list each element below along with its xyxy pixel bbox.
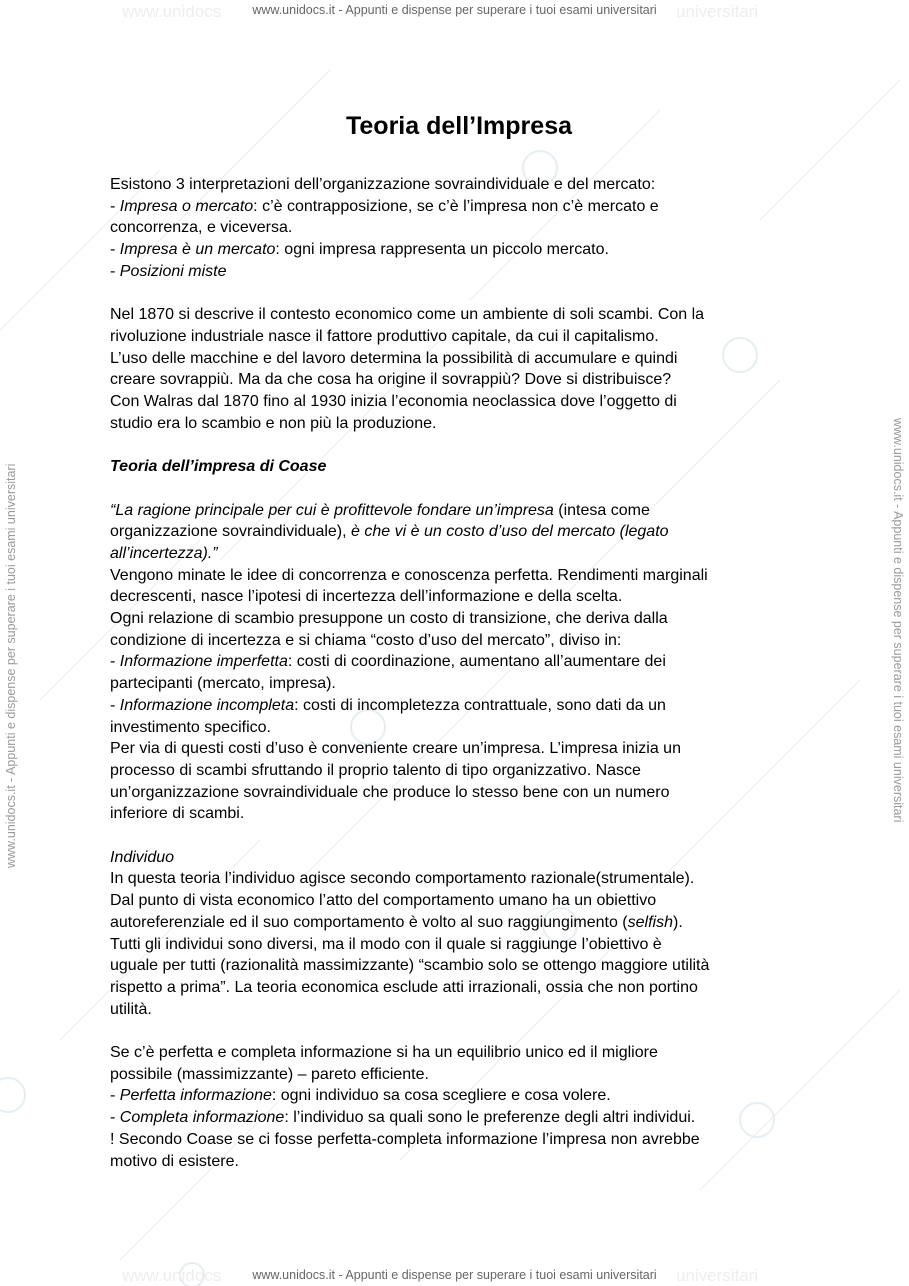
info-line: ! Secondo Coase se ci fosse perfetta-completa informazione l’impresa non avrebbe [110,1130,700,1148]
term-selfish: selfish [627,913,673,931]
coase-line: Vengono minate le idee di concorrenza e conoscenza perfetta. Rendimenti marginali [110,566,708,584]
watermark-ghost-left-bottom: www.unidocs [122,1266,222,1285]
watermark-side-left: www.unidocs.it - Appunti e dispense per superare i tuoi esami universitari [4,463,18,868]
term-posizioni-miste: Posizioni miste [119,262,227,280]
information-paragraph [110,1042,800,1172]
individuo-line: In questa teoria l’individuo agisce secondo comportamento razionale(strumentale). [110,870,695,888]
coase-heading: Teoria dell’impresa di Coase [110,458,327,476]
coase-line: investimento specifico. [110,718,271,736]
coase-line: Per via di questi costi d’uso è conveniente creare un’impresa. L’impresa inizia un [110,740,681,758]
coase-quote-line: all’incertezza).” [110,544,218,562]
document-body [110,108,800,1194]
intro-list-item: - Impresa è un mercato: ogni impresa rappresenta un piccolo mercato. [110,241,609,259]
term-impresa-o-mercato: Impresa o mercato [119,197,254,215]
term-completa-informazione: Completa informazione [119,1109,285,1127]
watermark-footer: www.unidocs.it - Appunti e dispense per superare i tuoi esami universitari [252,1268,657,1282]
history-line: Nel 1870 si descrive il contesto economico come un ambiente di soli scambi. Con la [110,306,705,324]
watermark-ghost-left: www.unidocs [122,2,222,21]
intro-paragraph [110,174,800,283]
individuo-line: utilità. [110,1000,152,1018]
history-line: creare sovrappiù. Ma da che cosa ha origine il sovrappiù? Dove si distribuisce? [110,371,672,389]
watermark-ghost-right-bottom: universitari [676,1266,759,1285]
history-line: L’uso delle macchine e del lavoro determina la possibilità di accumulare e quindi [110,349,678,367]
watermark-side-right: www.unidocs.it - Appunti e dispense per superare i tuoi esami universitari [891,418,905,823]
individuo-heading: Individuo [110,848,175,866]
history-line: Con Walras dal 1870 fino al 1930 inizia l’economia neoclassica dove l’oggetto di [110,393,677,411]
intro-list-item: - Posizioni miste [110,262,227,280]
info-list-item: - Perfetta informazione: ogni individuo sa cosa scegliere e cosa volere. [110,1087,611,1105]
watermark-header: www.unidocs.it - Appunti e dispense per superare i tuoi esami universitari [252,3,657,17]
coase-list-item: - Informazione incompleta: costi di incompletezza contrattuale, sono dati da un [110,696,666,714]
document-title: Teoria dell’Impresa [345,112,572,140]
intro-line: Esistono 3 interpretazioni dell’organizzazione sovraindividuale e del mercato: [110,176,656,193]
history-line: rivoluzione industriale nasce il fattore produttivo capitale, da cui il capitalismo. [110,327,659,345]
individuo-line: rispetto a prima”. La teoria economica esclude atti irrazionali, ossia che non portino [110,978,698,996]
individuo-line: Dal punto di vista economico l’atto del comportamento umano ha un obiettivo [110,892,657,910]
term-perfetta-informazione: Perfetta informazione [119,1087,272,1105]
info-line: Se c’è perfetta e completa informazione si ha un equilibrio unico ed il migliore [110,1044,658,1062]
coase-list-item: - Informazione imperfetta: costi di coordinazione, aumentano all’aumentare dei [110,653,666,671]
coase-line: un’organizzazione sovraindividuale che produce lo stesso bene con un numero [110,783,670,801]
intro-list-item: - Impresa o mercato: c’è contrapposizione, se c’è l’impresa non c’è mercato e [110,197,659,215]
intro-line: concorrenza, e viceversa. [110,219,293,237]
info-line: possibile (massimizzante) – pareto efficiente. [110,1065,429,1083]
history-line: studio era lo scambio e non più la produzione. [110,414,437,432]
coase-line: processo di scambi sfruttando il proprio talento di tipo organizzativo. Nasce [110,761,641,779]
coase-quote-line: “La ragione principale per cui è profittevole fondare un’impresa (intesa come [110,501,650,519]
coase-line: condizione di incertezza e si chiama “costo d’uso del mercato”, diviso in: [110,631,622,649]
info-line: motivo di esistere. [110,1152,239,1170]
coase-line: decrescenti, nasce l’ipotesi di incertezza dell’informazione e della scelta. [110,588,623,606]
term-impresa-mercato: Impresa è un mercato [119,241,276,259]
individuo-line: Tutti gli individui sono diversi, ma il modo con il quale si raggiunge l’obiettivo è [110,935,662,953]
coase-quote-line: organizzazione sovraindividuale), è che vi è un costo d’uso del mercato (legato [110,523,669,541]
individuo-paragraph [110,847,800,1021]
watermark-ghost-right: universitari [676,2,759,21]
individuo-line: autoreferenziale ed il suo comportamento è volto al suo raggiungimento (selfish). [110,913,683,931]
coase-line: partecipanti (mercato, impresa). [110,675,336,693]
coase-line: Ogni relazione di scambio presuppone un costo di transizione, che deriva dalla [110,610,668,628]
coase-line: inferiore di scambi. [110,805,245,823]
history-paragraph [110,304,800,434]
coase-paragraph [110,500,800,826]
term-informazione-incompleta: Informazione incompleta [119,696,295,714]
term-informazione-imperfetta: Informazione imperfetta [119,653,288,671]
individuo-line: uguale per tutti (razionalità massimizzante) “scambio solo se ottengo maggiore utilità [110,957,710,975]
info-list-item: - Completa informazione: l’individuo sa quali sono le preferenze degli altri individui. [110,1109,696,1127]
